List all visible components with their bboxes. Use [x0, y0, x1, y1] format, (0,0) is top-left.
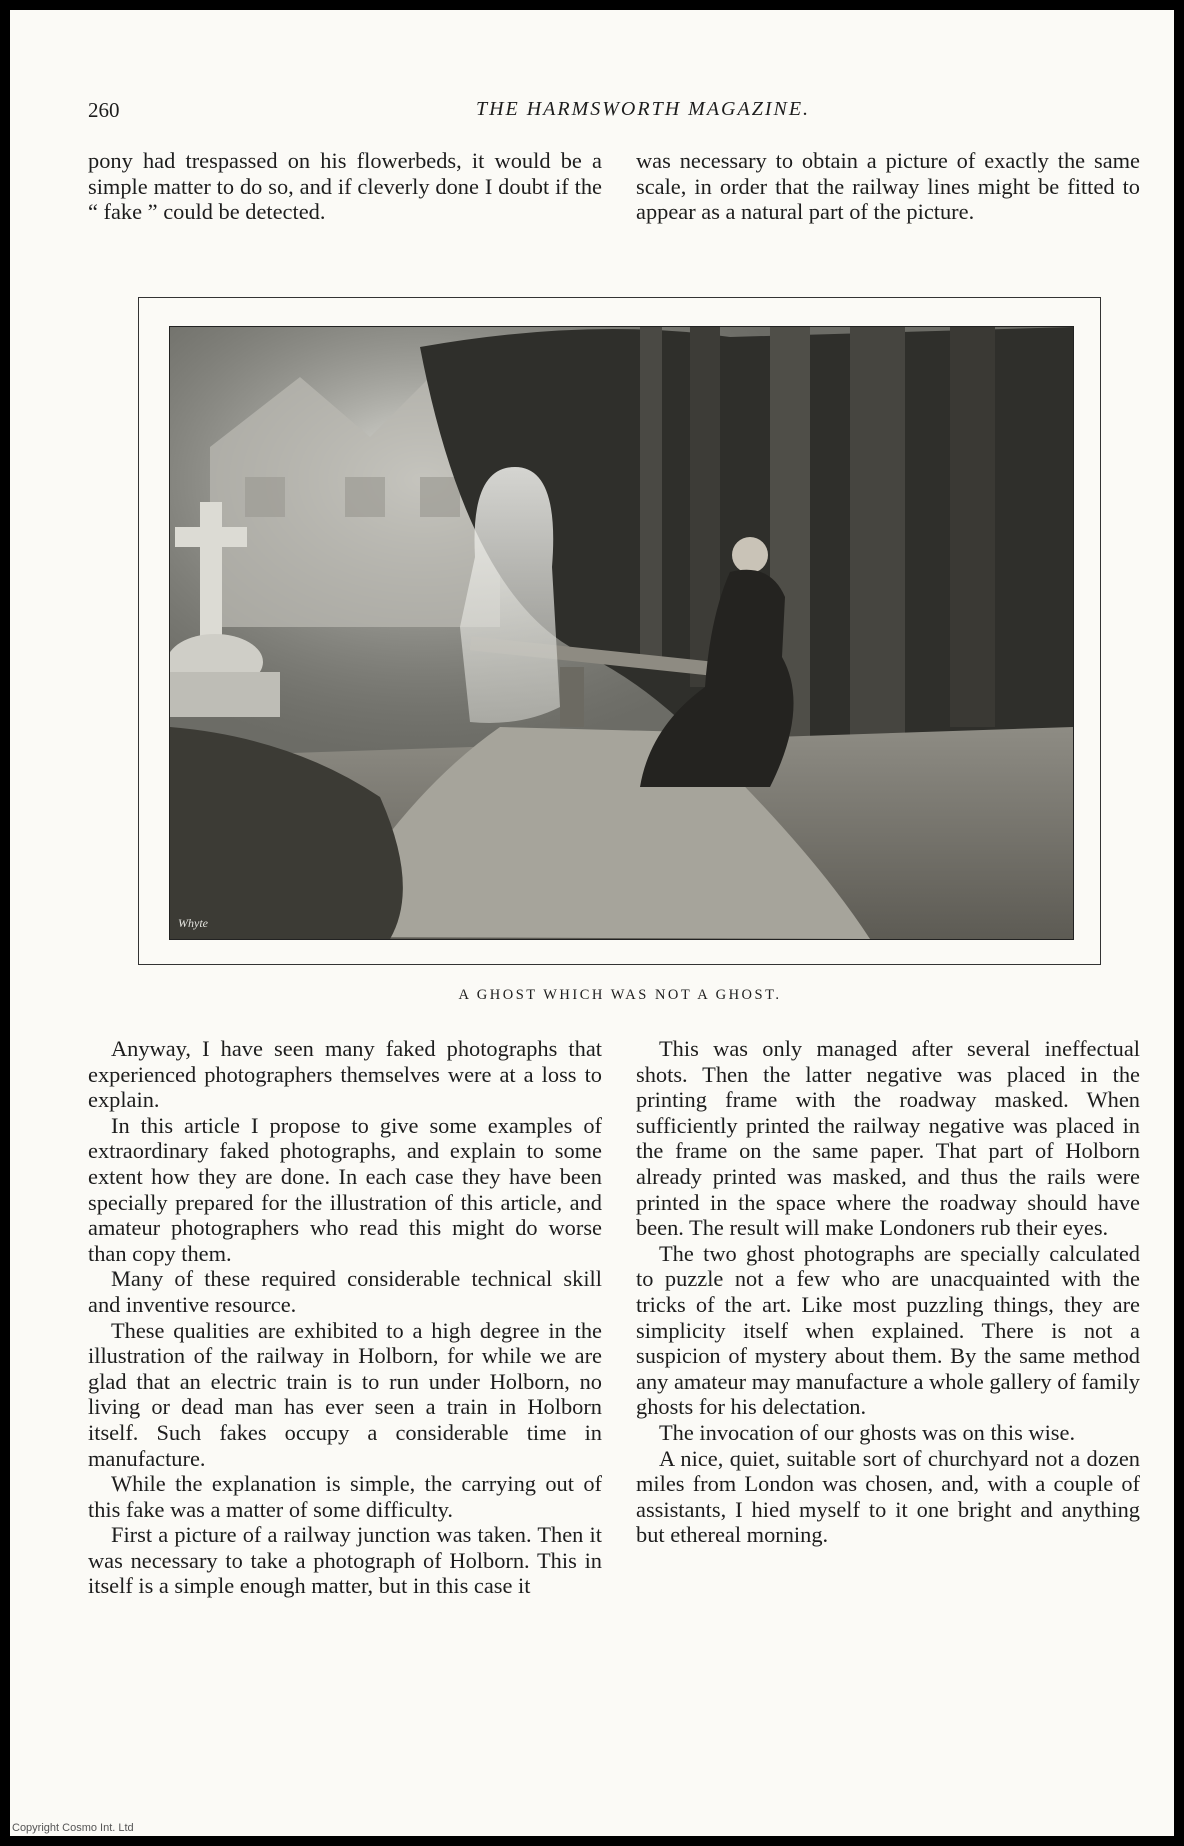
magazine-page [10, 10, 1174, 1836]
running-title: THE HARMSWORTH MAGAZINE. [475, 98, 811, 120]
paragraph: This was only managed after several ineffectual shots. Then the latter negative was placed in the printing frame with the roadway masked. When sufficiently printed the railway negative was placed in the frame on the same paper. That part of Holborn already printed was masked, and thus the rails were printed in the space where the roadway should have been. The result will make Londoners rub their eyes. [636, 1036, 1140, 1241]
page-number: 260 [88, 98, 120, 122]
paragraph: was necessary to obtain a picture of exactly the same scale, in order that the railway lines might be fitted to appear as a natural part of the picture. [636, 148, 1140, 225]
paragraph: These qualities are exhibited to a high degree in the illustration of the railway in Holborn, for while we are glad that an electric train is to run under Holborn, no living or dead man has ever seen a train in Holborn itself. Such fakes occupy a considerable time in manufacture. [88, 1317, 602, 1471]
left-column [88, 1036, 602, 1599]
photo-signature: Whyte [178, 916, 208, 930]
top-left-text [88, 148, 602, 225]
top-right-text [636, 148, 1140, 225]
paragraph: In this article I propose to give some examples of extraordinary faked photographs, and explain to some extent how they are done. In each case they have been specially prepared for the illustration of this article, and amateur photographers who read this might do worse than copy them. [88, 1112, 602, 1266]
paragraph: Many of these required considerable technical skill and inventive resource. [88, 1266, 602, 1317]
paragraph: First a picture of a railway junction was taken. Then it was necessary to take a photograph of Holborn. This in itself is a simple enough matter, but in this case it [88, 1522, 602, 1599]
paragraph: pony had trespassed on his flowerbeds, it would be a simple matter to do so, and if cleverly done I doubt if the “ fake ” could be detected. [88, 148, 602, 225]
photo-plate [138, 297, 1101, 965]
copyright-notice: Copyright Cosmo Int. Ltd [12, 1822, 134, 1834]
paragraph: Anyway, I have seen many faked photographs that experienced photographers themselves were at a loss to explain. [88, 1036, 602, 1113]
churchyard-scene [170, 327, 1073, 939]
page-header [88, 98, 1138, 128]
paragraph: A nice, quiet, suitable sort of churchyard not a dozen miles from London was chosen, and, with a couple of assistants, I hied myself to it one bright and anything but ethereal morning. [636, 1445, 1140, 1548]
ghost-photograph [169, 326, 1074, 940]
paragraph: The invocation of our ghosts was on this wise. [659, 1419, 1076, 1445]
right-column [636, 1036, 1140, 1548]
figure-caption: A GHOST WHICH WAS NOT A GHOST. [458, 987, 782, 1003]
paragraph: The two ghost photographs are specially calculated to puzzle not a few who are unacquainted with the tricks of the art. Like most puzzling things, they are simplicity itself when explained. There is not a suspicion of mystery about them. By the same method any amateur may manufacture a whole gallery of family ghosts for his delectation. [636, 1240, 1140, 1420]
paragraph: While the explanation is simple, the carrying out of this fake was a matter of some difficulty. [88, 1471, 602, 1522]
